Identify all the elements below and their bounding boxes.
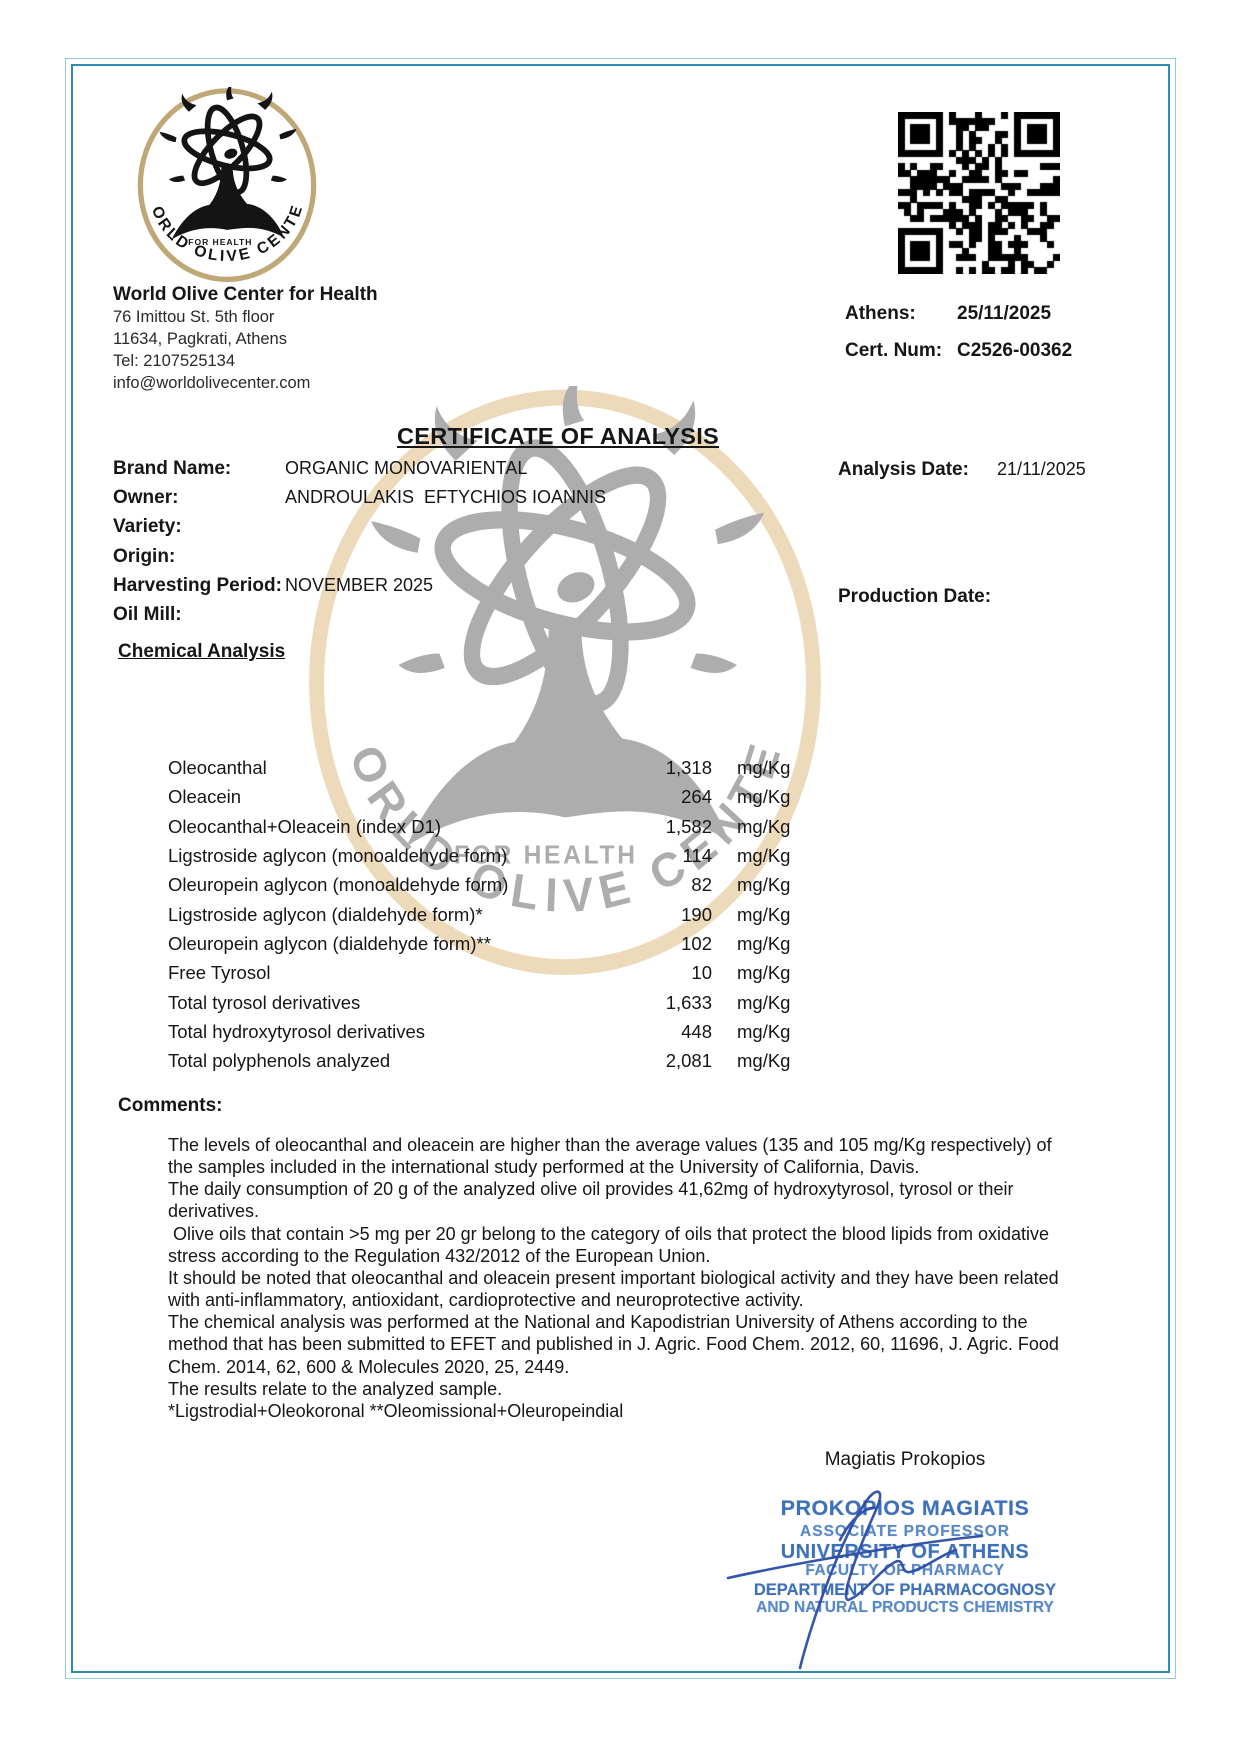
- comment-line: Olive oils that contain >5 mg per 20 gr belong to the category of oils that protect the blood lipids from oxidative: [168, 1223, 1049, 1244]
- field-value: NOVEMBER 2025: [285, 574, 434, 595]
- field-row: [113, 487, 606, 516]
- analyte-name: Oleuropein aglycon (monoaldehyde form): [168, 874, 509, 896]
- stamp-line: ASSOCIATE PROFESSOR: [800, 1523, 1010, 1540]
- analyte-unit: mg/Kg: [737, 933, 791, 955]
- analyte-unit: mg/Kg: [737, 786, 791, 808]
- analyte-value: 102: [681, 933, 712, 955]
- cert-num-label: Cert. Num:: [845, 340, 943, 361]
- analyte-unit: mg/Kg: [737, 845, 791, 867]
- field-label: Harvesting Period:: [113, 574, 282, 596]
- table-row: [168, 757, 808, 786]
- table-row: [168, 904, 808, 933]
- analyte-name: Ligstroside aglycon (monoaldehyde form): [168, 845, 508, 867]
- analyte-name: Total hydroxytyrosol derivatives: [168, 1021, 426, 1043]
- table-row: [168, 992, 808, 1021]
- field-row: [113, 516, 606, 545]
- analyte-value: 1,318: [665, 757, 712, 778]
- handwritten-signature: [690, 1478, 1020, 1673]
- table-row: [168, 962, 808, 991]
- stamp-line: FACULTY OF PHARMACY: [805, 1562, 1005, 1579]
- chemical-analysis-heading: Chemical Analysis: [118, 641, 286, 662]
- document-title: CERTIFICATE OF ANALYSIS: [397, 423, 719, 449]
- field-row: [113, 575, 606, 604]
- analyte-unit: mg/Kg: [737, 903, 791, 925]
- field-label: Brand Name:: [113, 458, 232, 479]
- analyte-name: Total tyrosol derivatives: [168, 991, 361, 1013]
- table-row: [168, 874, 808, 903]
- table-row: [168, 845, 808, 874]
- comment-line: the samples included in the international study performed at the University of California, Davis.: [168, 1157, 920, 1178]
- analyte-value: 1,582: [665, 815, 712, 837]
- analyte-value: 2,081: [665, 1050, 712, 1072]
- analyte-unit: mg/Kg: [737, 874, 791, 896]
- sample-fields: [113, 458, 606, 633]
- field-label: Owner:: [113, 487, 179, 509]
- comment-line: It should be noted that oleocanthal and oleacein present important biological activity and they have been related: [168, 1267, 1059, 1288]
- org-name: World Olive Center for Health: [113, 284, 378, 305]
- table-row: [168, 786, 808, 815]
- analyte-value: 114: [682, 845, 712, 867]
- org-address-line2: 11634, Pagkrati, Athens: [113, 330, 287, 348]
- table-row: [168, 816, 808, 845]
- analyte-value: 1,633: [665, 991, 712, 1013]
- qr-code: [898, 112, 1060, 274]
- comments-heading: Comments:: [118, 1095, 223, 1116]
- analyte-unit: mg/Kg: [737, 757, 791, 778]
- production-date-label: Production Date:: [838, 586, 992, 607]
- field-label: Oil Mill:: [113, 603, 182, 625]
- comment-line: The chemical analysis was performed at the National and Kapodistrian University of Athens according to the: [168, 1312, 1028, 1333]
- analyte-name: Oleacein: [168, 786, 242, 808]
- comment-line: Chem. 2014, 62, 600 & Molecules 2020, 25, 2449.: [168, 1356, 570, 1377]
- comment-line: The daily consumption of 20 g of the analyzed olive oil provides 41,62mg of hydroxytyrosol, tyrosol or their: [168, 1179, 1014, 1200]
- analyte-value: 10: [691, 962, 712, 984]
- analyte-value: 264: [681, 786, 712, 808]
- cert-number: C2526-00362: [957, 340, 1073, 361]
- analysis-date-value: 21/11/2025: [997, 459, 1086, 479]
- analyte-unit: mg/Kg: [737, 1021, 791, 1043]
- comment-line: stress according to the Regulation 432/2012 of the European Union.: [168, 1245, 711, 1266]
- comment-line: method that has been submitted to EFET and published in J. Agric. Food Chem. 2012, 60, 11696, J. Agric. Food: [168, 1334, 1059, 1355]
- table-row: [168, 933, 808, 962]
- stamp-line: DEPARTMENT OF PHARMACOGNOSY: [753, 1580, 1057, 1599]
- analyte-unit: mg/Kg: [737, 1050, 791, 1072]
- table-row: [168, 1021, 808, 1050]
- analyte-value: 448: [681, 1021, 712, 1043]
- field-row: [113, 604, 606, 633]
- analyte-name: Oleocanthal+Oleacein (index D1): [168, 815, 442, 837]
- stamp-line: UNIVERSITY OF ATHENS: [780, 1541, 1030, 1563]
- analyte-name: Ligstroside aglycon (dialdehyde form)*: [168, 903, 483, 925]
- field-row: [113, 458, 606, 487]
- comment-line: with anti-inflammatory, antioxidant, cardioprotective and neuroprotective activity.: [168, 1290, 804, 1311]
- comment-line: The levels of oleocanthal and oleacein are higher than the average values (135 and 105 mg/Kg respectively) of: [168, 1135, 1052, 1155]
- analyte-value: 190: [681, 903, 712, 925]
- field-row: [113, 546, 606, 575]
- analyte-unit: mg/Kg: [737, 962, 791, 984]
- city-label: Athens:: [845, 303, 916, 324]
- org-phone: Tel: 2107525134: [113, 352, 236, 370]
- comments-text: [168, 1134, 1118, 1422]
- analyte-name: Total polyphenols analyzed: [168, 1050, 391, 1072]
- org-email: info@worldolivecenter.com: [113, 374, 311, 392]
- analyte-name: Oleocanthal: [168, 757, 267, 778]
- chemical-analysis-table: [168, 757, 808, 1080]
- signatory-name: Magiatis Prokopios: [824, 1449, 986, 1470]
- analysis-date-label: Analysis Date:: [838, 459, 969, 480]
- comment-line: derivatives.: [168, 1201, 260, 1222]
- stamp-line: PROKOPIOS MAGIATIS: [780, 1496, 1030, 1520]
- field-value: ANDROULAKIS EFTYCHIOS IOANNIS: [285, 487, 607, 508]
- table-row: [168, 1050, 808, 1079]
- field-value: ORGANIC MONOVARIENTAL: [285, 458, 528, 478]
- stamp-line: AND NATURAL PRODUCTS CHEMISTRY: [756, 1599, 1054, 1616]
- issue-date: 25/11/2025: [957, 303, 1052, 324]
- field-label: Variety:: [113, 516, 182, 538]
- org-logo: [130, 87, 324, 287]
- field-label: Origin:: [113, 545, 176, 567]
- comment-line: The results relate to the analyzed sample.: [168, 1378, 503, 1399]
- analyte-unit: mg/Kg: [737, 815, 791, 837]
- org-address-line1: 76 Imittou St. 5th floor: [113, 308, 275, 326]
- analyte-name: Oleuropein aglycon (dialdehyde form)**: [168, 933, 491, 955]
- analyte-value: 82: [691, 874, 712, 896]
- analyte-unit: mg/Kg: [737, 991, 791, 1013]
- comment-line: *Ligstrodial+Oleokoronal **Oleomissional+Oleuropeindial: [168, 1400, 624, 1421]
- analyte-name: Free Tyrosol: [168, 962, 271, 984]
